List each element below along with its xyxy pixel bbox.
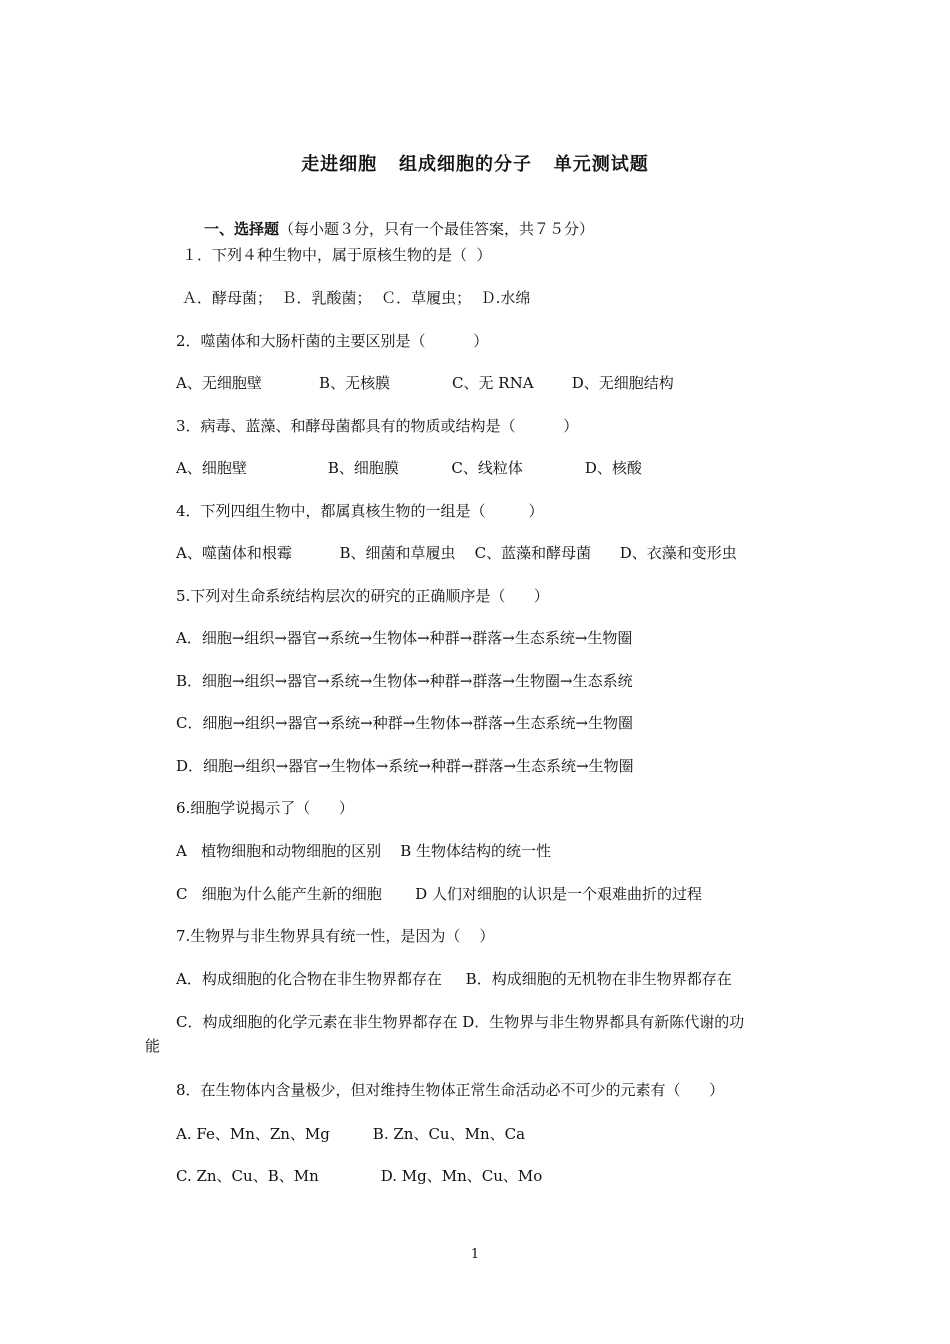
question-6-options-ab: A 植物细胞和动物细胞的区别 B 生物体结构的统一性: [176, 842, 552, 860]
question-4-options: A、噬菌体和根霉 B、细菌和草履虫 C、蓝藻和酵母菌 D、衣藻和变形虫: [176, 544, 737, 562]
document-title: 走进细胞 组成细胞的分子 单元测试题: [301, 154, 649, 175]
question-2-stem: 2．噬菌体和大肠杆菌的主要区别是（ ）: [176, 332, 489, 350]
question-5-stem: 5.下列对生命系统结构层次的研究的正确顺序是（ ）: [176, 587, 549, 605]
question-5-option-a: A．细胞→组织→器官→系统→生物体→种群→群落→生态系统→生物圈: [176, 629, 633, 647]
question-1-stem: １．下列４种生物中，属于原核生物的是（ ）: [182, 246, 492, 264]
question-1-options: Ａ．酵母菌； Ｂ．乳酸菌； Ｃ．草履虫； Ｄ.水绵: [182, 289, 531, 307]
question-6-stem: 6.细胞学说揭示了（ ）: [176, 799, 354, 817]
question-7-options-wrap: 能: [145, 1037, 161, 1055]
section-note: （每小题３分，只有一个最佳答案，共７５分）: [279, 220, 595, 238]
question-8-stem: 8．在生物体内含量极少，但对维持生物体正常生命活动必不可少的元素有（ ）: [176, 1081, 725, 1099]
question-3-options: A、细胞壁 B、细胞膜 C、线粒体 D、核酸: [176, 459, 642, 477]
question-5-option-d: D．细胞→组织→器官→生物体→系统→种群→群落→生态系统→生物圈: [176, 757, 634, 775]
question-8-options-cd: C. Zn、Cu、B、Mn D. Mg、Mn、Cu、Mo: [176, 1167, 543, 1185]
question-8-options-ab: A. Fe、Mn、Zn、Mg B. Zn、Cu、Mn、Ca: [176, 1125, 526, 1143]
section-header: [204, 219, 594, 239]
question-5-option-b: B．细胞→组织→器官→系统→生物体→种群→群落→生物圈→生态系统: [176, 672, 633, 690]
question-4-stem: 4．下列四组生物中，都属真核生物的一组是（ ）: [176, 502, 544, 520]
question-5-option-c: C．细胞→组织→器官→系统→种群→生物体→群落→生态系统→生物圈: [176, 714, 634, 732]
section-heading: 一、选择题: [204, 220, 280, 238]
question-7-options-ab: A．构成细胞的化合物在非生物界都存在 B．构成细胞的无机物在非生物界都存在: [176, 970, 732, 988]
question-3-stem: 3．病毒、蓝藻、和酵母菌都具有的物质或结构是（ ）: [176, 417, 579, 435]
page-number: 1: [470, 1247, 480, 1262]
question-7-options-cd: C．构成细胞的化学元素在非生物界都存在 D．生物界与非生物界都具有新陈代谢的功: [176, 1013, 745, 1031]
question-7-stem: 7.生物界与非生物界具有统一性，是因为（ ）: [176, 927, 495, 945]
question-6-options-cd: C 细胞为什么能产生新的细胞 D 人们对细胞的认识是一个艰难曲折的过程: [176, 885, 702, 903]
question-2-options: A、无细胞壁 B、无核膜 C、无 RNA D、无细胞结构: [176, 374, 674, 392]
